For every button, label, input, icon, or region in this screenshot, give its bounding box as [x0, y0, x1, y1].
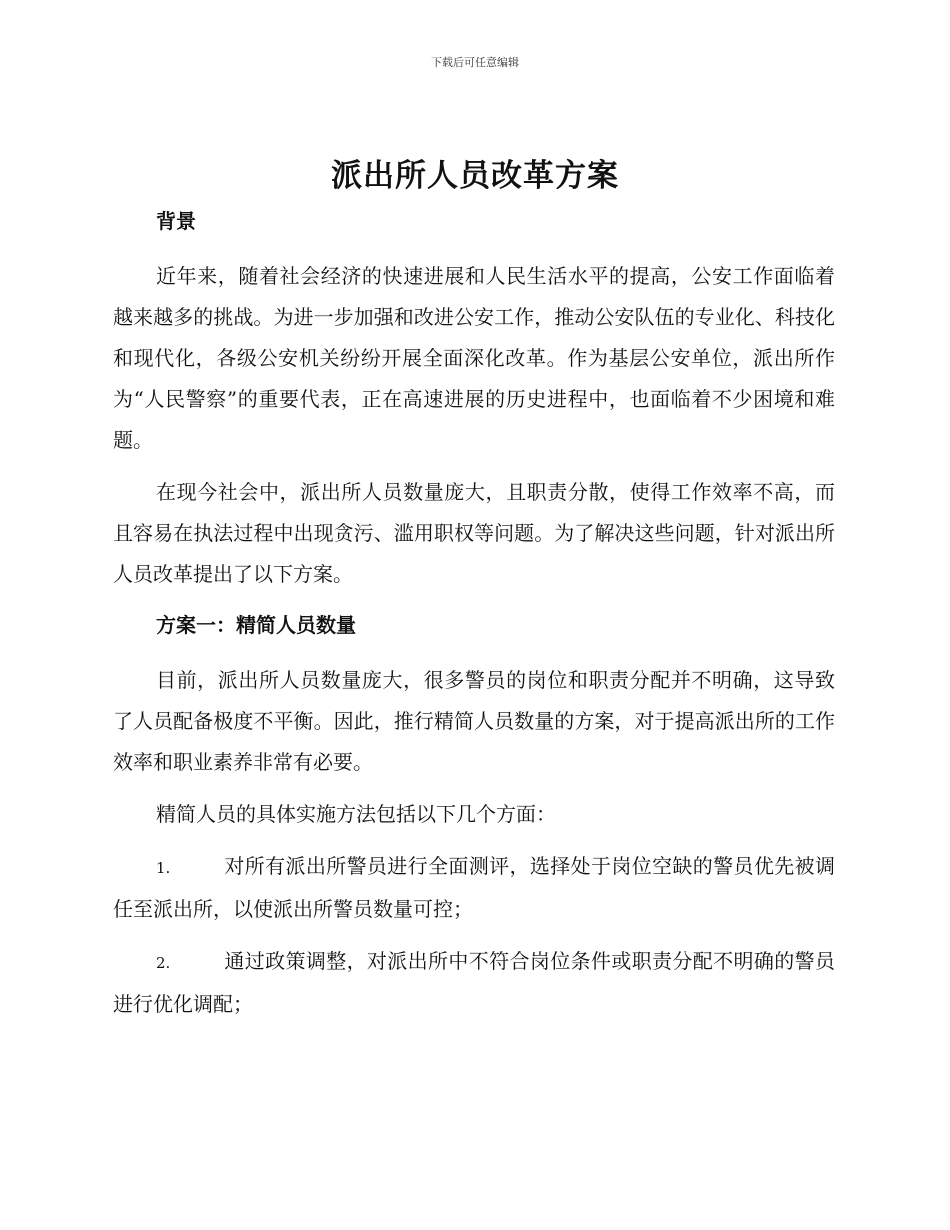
paragraph-plan-one-2: 精简人员的具体实施方法包括以下几个方面： — [156, 802, 556, 826]
list-item-text: 对所有派出所警员进行全面测评，选择处于岗位空缺的警员优先被调任至派出所，以使派出所警员数量可控； — [113, 854, 835, 921]
list-item-number: 1. — [156, 859, 171, 877]
paragraph-background-1: 近年来，随着社会经济的快速进展和人民生活水平的提高，公安工作面临着越来越多的挑战。为进一步加强和改进公安工作，推动公安队伍的专业化、科技化和现代化，各级公安机关纷纷开展全面深化改革。作为基层公安单位，派出所作为“人民警察”的重要代表，正在高速进展的历史进程中，也面临着不少困境和难题。 — [113, 264, 835, 452]
list-item — [113, 846, 835, 930]
section-heading-background: 背景 — [156, 209, 196, 233]
paragraph-background-2: 在现今社会中，派出所人员数量庞大，且职责分散，使得工作效率不高，而且容易在执法过程中出现贪污、滥用职权等问题。为了解决这些问题，针对派出所人员改革提出了以下方案。 — [113, 480, 835, 586]
page-header-note: 下载后可任意编辑 — [431, 56, 519, 69]
list-item-number: 2. — [156, 954, 171, 972]
document-body — [113, 202, 835, 1036]
list-item-text: 通过政策调整，对派出所中不符合岗位条件或职责分配不明确的警员进行优化调配； — [113, 949, 835, 1016]
paragraph-plan-one-1: 目前，派出所人员数量庞大，很多警员的岗位和职责分配并不明确，这导致了人员配备极度不平衡。因此，推行精简人员数量的方案，对于提高派出所的工作效率和职业素养非常有必要。 — [113, 668, 835, 774]
document-title: 派出所人员改革方案 — [331, 158, 619, 194]
list-item — [113, 941, 835, 1025]
section-heading-plan-one: 方案一：精简人员数量 — [156, 613, 356, 637]
